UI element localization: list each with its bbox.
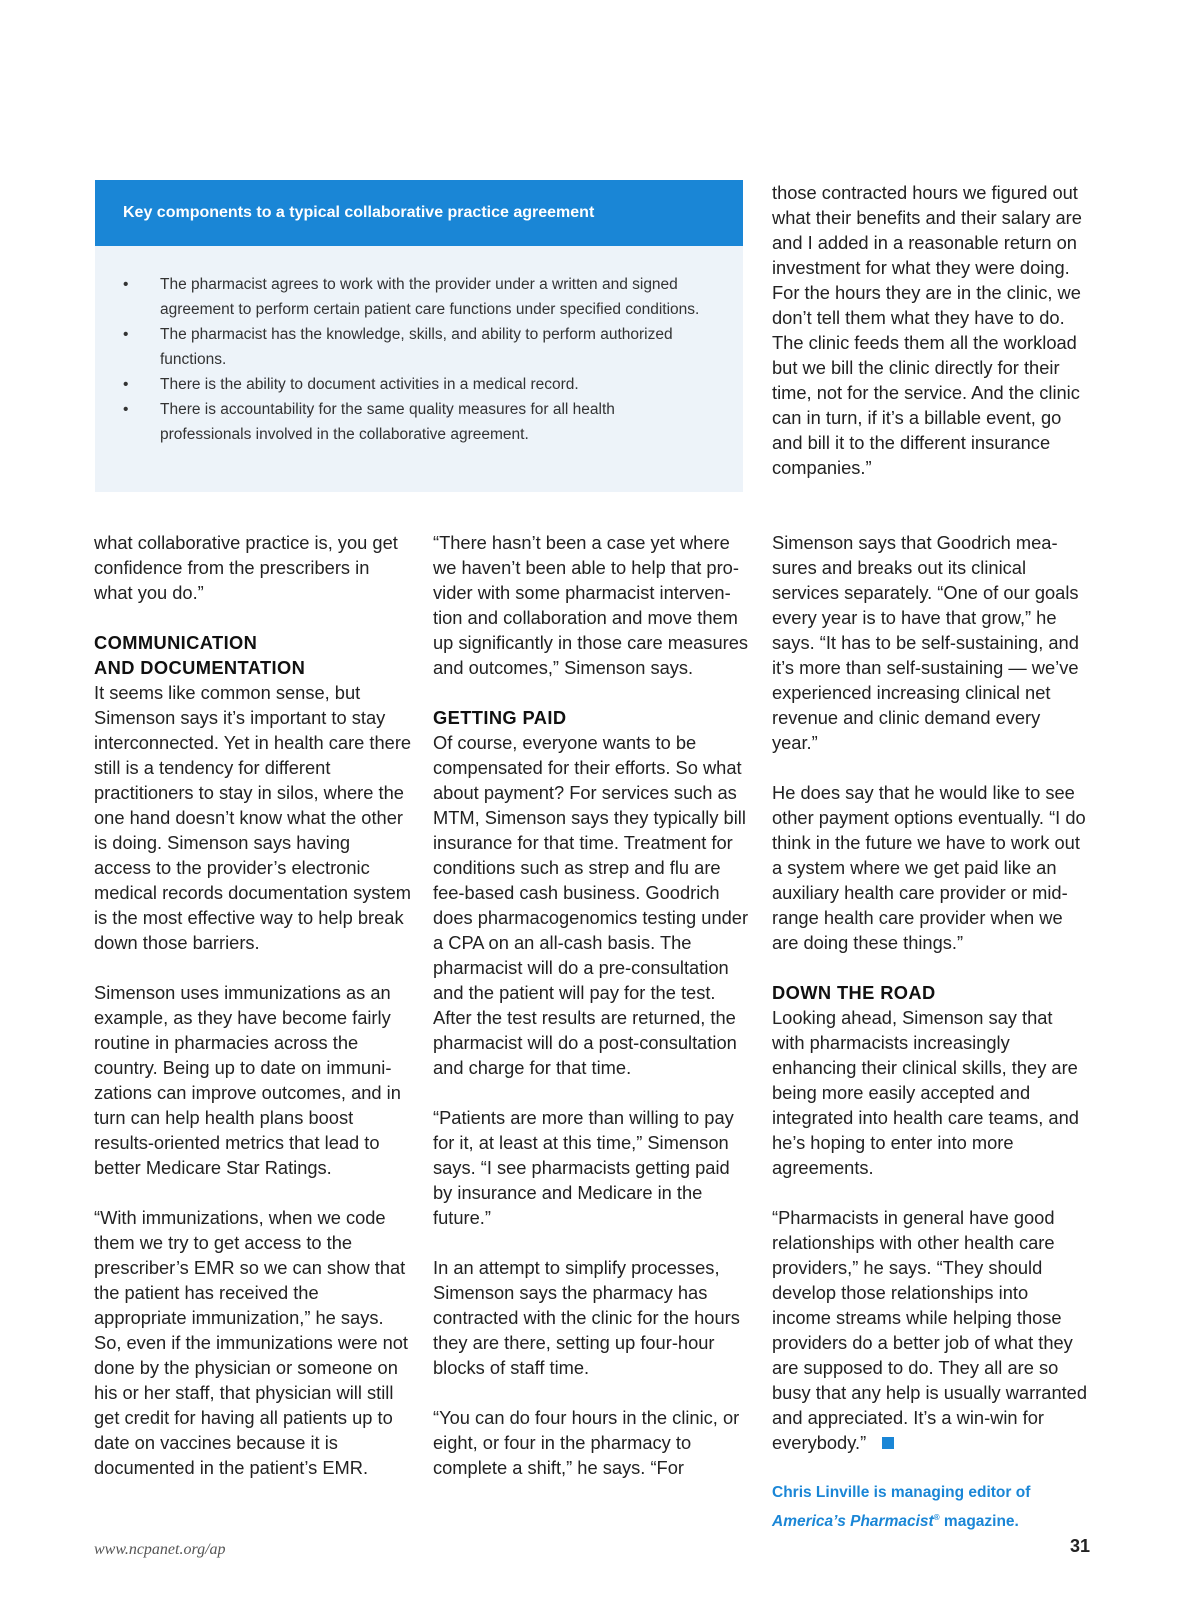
page-number: 31 [1069,1536,1090,1556]
paragraph: Simenson says that Goodrich measures and breaks out its clinical services separately. “One of our goals every year is to have that grow,” he says. “It has to be self-sustaining, and it’s more than self-sustaining — we’ve experienced increasing clinical net revenue and clinic demand every year.” [772,532,1079,753]
paragraph: Looking ahead, Simenson say that with pharmacists increasingly enhancing their clinical skills, they are being more easily accepted and integrated into health care teams, and he’s hoping to enter into more agreements. [772,1007,1079,1178]
sidebar-box [95,180,743,492]
paragraph: what collaborative practice is, you get confidence from the prescribers in what you do.” [94,532,398,603]
article-column-3 [772,530,1090,1559]
section-heading-down-the-road: DOWN THE ROAD [772,982,936,1003]
article-column-1 [94,530,412,1480]
closing-quote: “Pharmacists in general have good relationships with other health care providers,” he says. “They should develop those relationships into income streams while helping those providers do a better job of what they are supposed to do. They all are so busy that any help is usually warranted and appreciated. It’s a win-win for everybody.” [772,1207,1088,1453]
end-mark-icon [882,1437,894,1449]
paragraph: Simenson uses immunizations as an example, as they have become fairly routine in pharmacies across the country. Being up to date on immunizations can improve outcomes, and in turn can help health plans boost results-oriented metrics that lead to better Medicare Star Ratings. [94,982,401,1178]
byline-end: magazine. [939,1513,1019,1531]
author-byline [772,1480,1090,1534]
sidebar-bullet: • The pharmacist agrees to work with the provider under a written and signed agreement to perform certain patient care functions under specified conditions. [160,272,703,322]
paragraph: “Patients are more than willing to pay for it, at least at this time,” Simenson says. “I see pharmacists getting paid by insurance and Medicare in the future.” [433,1107,734,1228]
footer-url: www.ncpanet.org/ap [94,1541,226,1558]
paragraph: He does say that he would like to see other payment options eventually. “I do think in the future we have to work out a system where we get paid like an auxiliary health care provider or mid-range health care provider when we are doing these things.” [772,782,1086,953]
section-heading-getting-paid: GETTING PAID [433,707,567,728]
sidebar-bullet: • There is accountability for the same quality measures for all health professionals involved in the collaborative agreement. [160,397,703,447]
magazine-name: America’s Pharmacist [772,1513,934,1531]
paragraph: “With immunizations, when we code them we try to get access to the prescriber’s EMR so we can show that the patient has received the appropriate immunization,” he says. So, even if the immunizations were not done by the physician or someone on his or her staff, that physician will still get credit for having all patients up to date on vaccines because it is documented in the patient’s EMR. [94,1207,408,1478]
sidebar-bullet-list [95,272,743,447]
paragraph: those contracted hours we figured out what their benefits and their salary are and I added in a reasonable return on investment for what they were doing. For the hours they are in the clinic, we don’t tell them what they have to do. The clinic feeds them all the workload but we bill the clinic directly for their time, not for the service. And the clinic can in turn, if it’s a billable event, go and bill it to the different insurance companies.” [772,182,1082,478]
sidebar-title: Key components to a typical collaborative practice agreement [95,180,743,246]
paragraph: In an attempt to simplify processes, Simenson says the pharmacy has contracted with the clinic for the hours they are there, setting up four-hour blocks of staff time. [433,1257,740,1378]
paragraph [772,1205,1090,1455]
article-column-3-top [772,180,1090,480]
section-heading-communication [94,630,412,680]
sidebar-bullet: • The pharmacist has the knowledge, skills, and ability to perform authorized functions. [160,322,703,372]
paragraph: Of course, everyone wants to be compensated for their efforts. So what about payment? For services such as MTM, Simenson says they typically bill insurance for that time. Treatment for conditions such as strep and flu are fee-based cash business. Goodrich does pharmacogenomics testing under a CPA on an all-cash basis. The pharmacist will do a pre-consultation and the patient will pay for the test. After the test results are returned, the pharmacist will do a post-consultation and charge for that time. [433,732,749,1078]
heading-line: AND DOCUMENTATION [94,657,306,678]
byline-text: Chris Linville is managing editor of [772,1484,1031,1501]
article-column-2 [433,530,751,1480]
paragraph: “You can do four hours in the clinic, or eight, or four in the pharmacy to complete a shift,” he says. “For [433,1407,740,1478]
paragraph: It seems like common sense, but Simenson says it’s important to stay interconnected. Yet in health care there still is a tendency for different practitioners to stay in silos, where the one hand doesn’t know what the other is doing. Simenson says having access to the provider’s electronic medical records documentation system is the most effective way to help break down those barriers. [94,682,412,953]
heading-line: COMMUNICATION [94,632,258,653]
paragraph: “There hasn’t been a case yet where we haven’t been able to help that provider with some pharmacist intervention and collaboration and move them up significantly in those care measures and outcomes,” Simenson says. [433,532,749,678]
registered-mark: ® [933,1513,940,1522]
sidebar-bullet: • There is the ability to document activities in a medical record. [160,372,703,397]
